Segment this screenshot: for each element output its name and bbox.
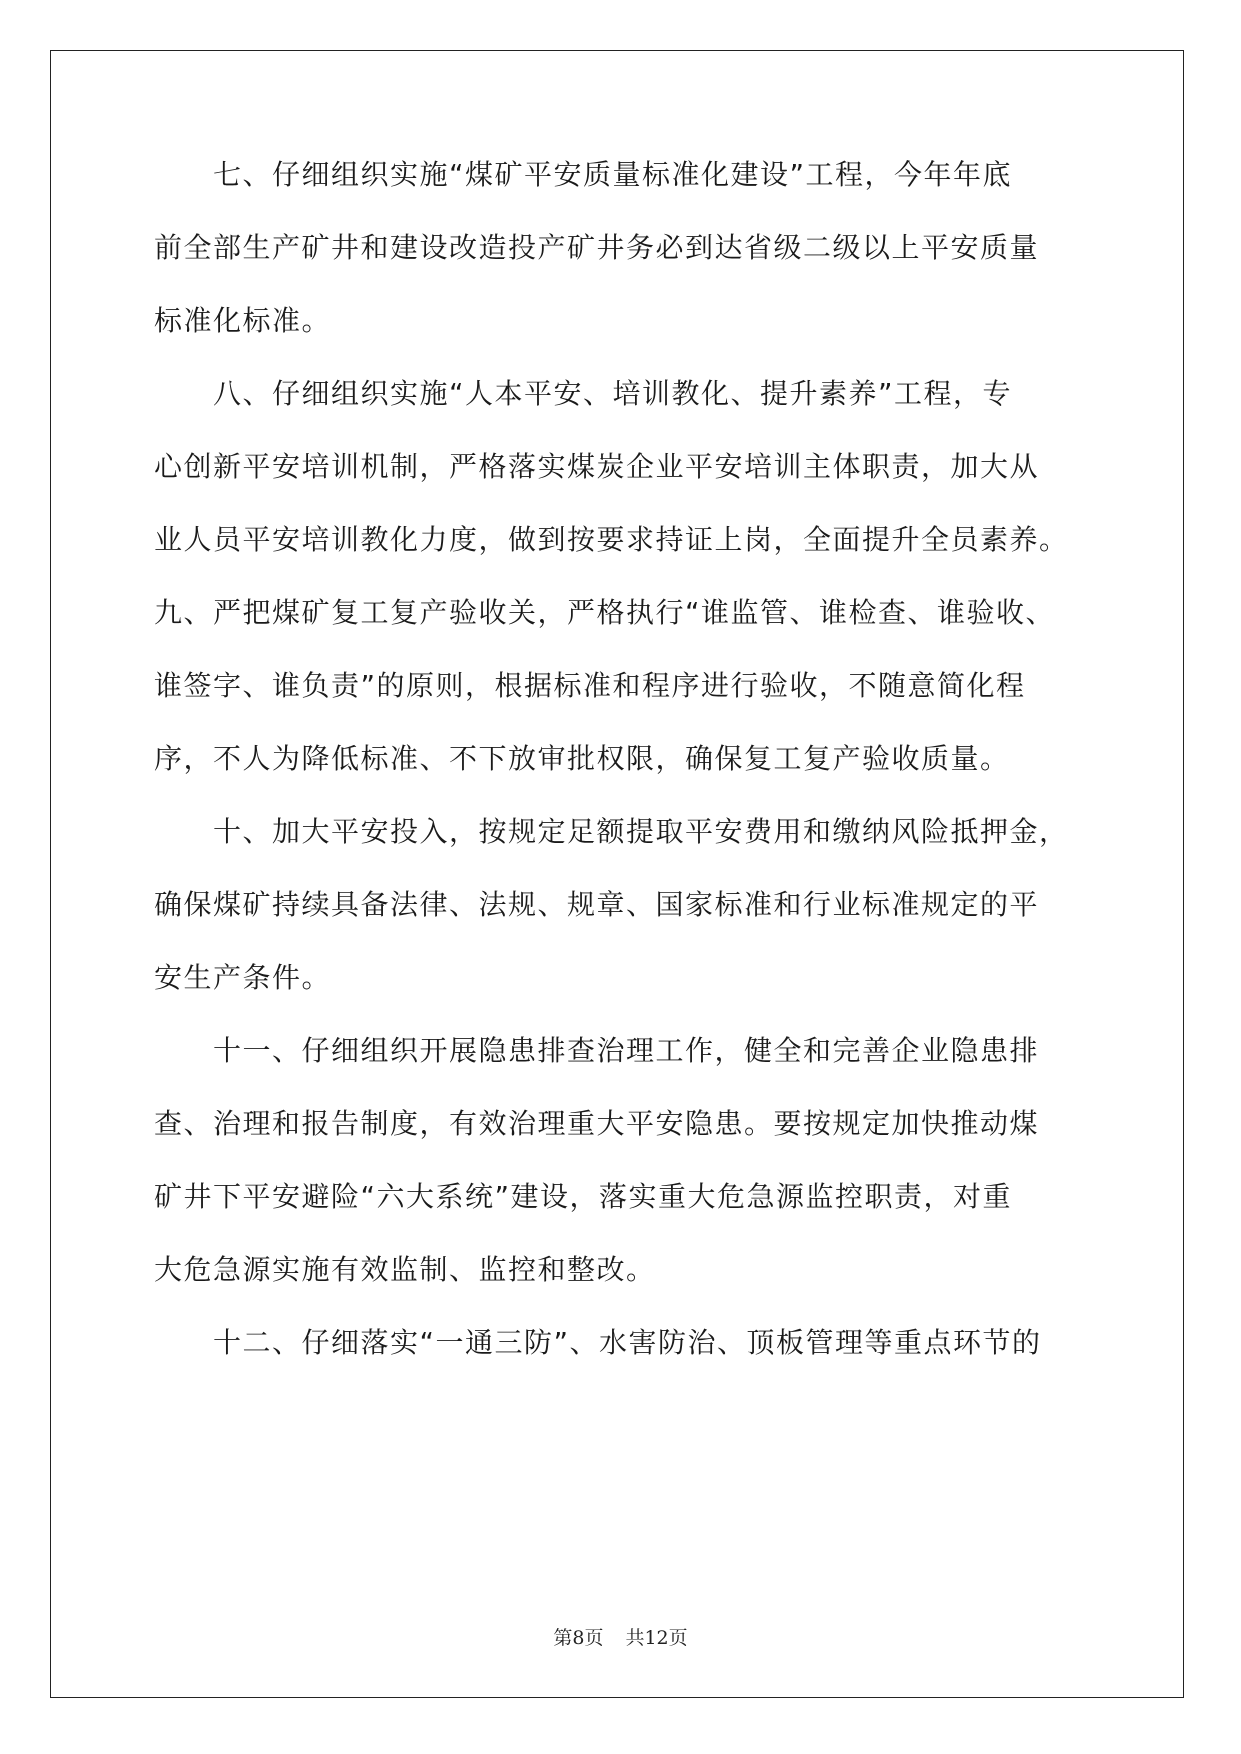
text-line: 业人员平安培训教化力度，做到按要求持证上岗，全面提升全员素养。 <box>154 523 1069 556</box>
text-line: 谁签字、谁负责”的原则，根据标准和程序进行验收，不随意简化程 <box>154 669 1026 702</box>
text-line: 十二、仔细落实“一通三防”、水害防治、顶板管理等重点环节的 <box>154 1326 1042 1359</box>
page-footer <box>0 1625 1241 1651</box>
text-line: 序，不人为降低标准、不下放审批权限，确保复工复产验收质量。 <box>154 742 1010 775</box>
text-line: 七、仔细组织实施“煤矿平安质量标准化建设”工程，今年年底 <box>154 158 1013 191</box>
page-total: 共12页 <box>625 1627 688 1649</box>
text-line: 安生产条件。 <box>154 961 332 994</box>
page-border <box>50 50 1184 1698</box>
text-line: 前全部生产矿井和建设改造投产矿井务必到达省级二级以上平安质量 <box>154 231 1040 264</box>
text-line: 十、加大平安投入，按规定足额提取平安费用和缴纳风险抵押金， <box>154 815 1069 848</box>
text-line: 八、仔细组织实施“人本平安、培训教化、提升素养”工程，专 <box>154 377 1013 410</box>
text-line: 九、严把煤矿复工复产验收关，严格执行“谁监管、谁检查、谁验收、 <box>154 596 1056 629</box>
text-line: 大危急源实施有效监制、监控和整改。 <box>154 1253 656 1286</box>
text-line: 标准化标准。 <box>154 304 332 337</box>
text-line: 确保煤矿持续具备法律、法规、规章、国家标准和行业标准规定的平 <box>154 888 1040 921</box>
text-line: 矿井下平安避险“六大系统”建设，落实重大危急源监控职责，对重 <box>154 1180 1013 1213</box>
text-line: 查、治理和报告制度，有效治理重大平安隐患。要按规定加快推动煤 <box>154 1107 1040 1140</box>
text-line: 十一、仔细组织开展隐患排查治理工作，健全和完善企业隐患排 <box>154 1034 1040 1067</box>
page-number: 第8页 <box>553 1627 604 1649</box>
text-line: 心创新平安培训机制，严格落实煤炭企业平安培训主体职责，加大从 <box>154 450 1040 483</box>
